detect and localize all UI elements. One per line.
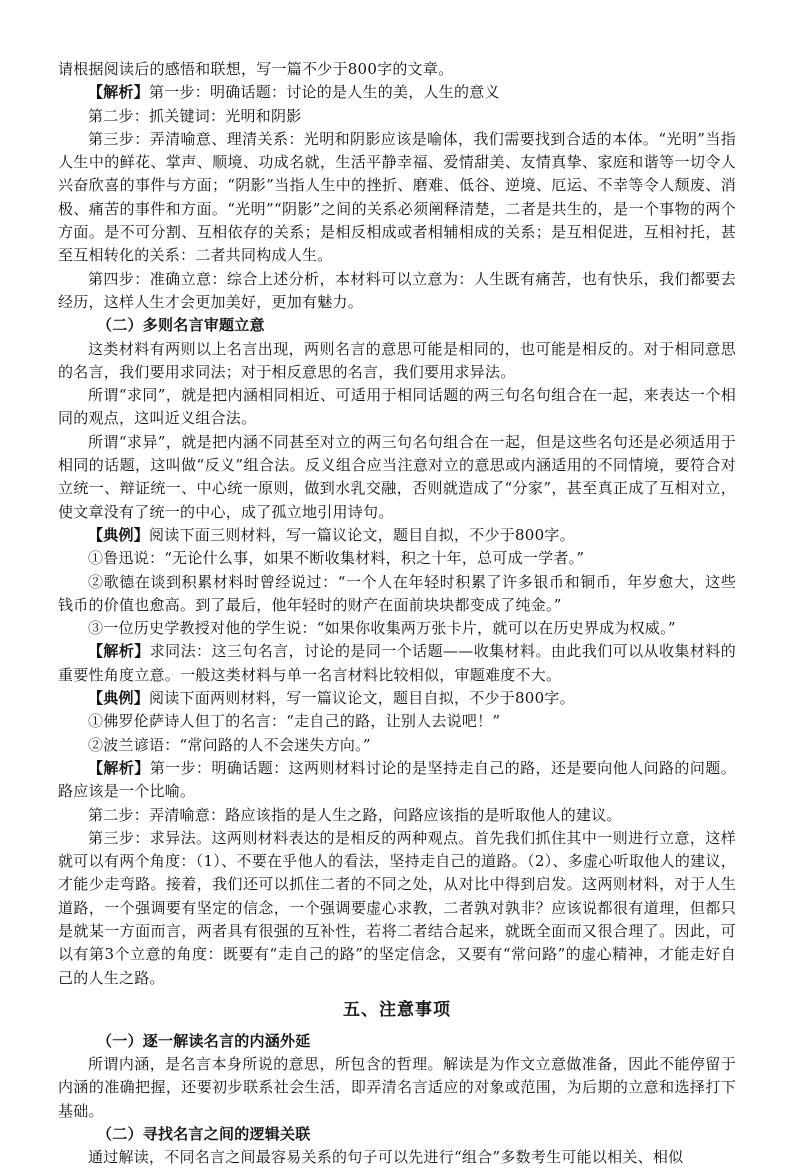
paragraph: 所谓内涵，是名言本身所说的意思，所包含的哲理。解读是为作文立意做准备，因此不能停留于内涵的准确把握，还要初步联系社会生活，即弄清名言适应的对象或范围，为后期的立意和选择打下基础。	[58, 1055, 736, 1120]
section-heading: （二）寻找名言之间的逻辑关联	[97, 1125, 311, 1144]
paragraph-text: 阅读下面三则材料，写一篇议论文，题目自拟，不少于800字。	[149, 525, 575, 544]
paragraph: 通过解读，不同名言之间最容易关系的句子可以先进行“组合”多数考生可能以相关、相似	[88, 1148, 684, 1167]
paragraph	[58, 687, 736, 710]
paragraph-text: 第一步：明确话题：这两则材料讨论的是坚持走自己的路，还是要向他人问路的问题。路应该是一个比喻。	[58, 758, 736, 801]
paragraph-text: 阅读下面两则材料，写一篇议论文，题目自拟，不少于800字。	[149, 689, 575, 708]
paragraph: 第二步：抓关键词：光明和阴影	[88, 106, 302, 125]
paragraph	[58, 757, 736, 804]
section-heading: （一）逐一解读名言的内涵外延	[97, 1031, 311, 1050]
paragraph: 所谓“求同”，就是把内涵相同相近、可适用于相同话题的两三句名句组合在一起，来表达一个相同的观点，这叫近义组合法。	[58, 386, 736, 428]
paragraph: ②波兰谚语：“常问路的人不会迷失方向。”	[88, 735, 371, 754]
paragraph: ②歌德在谈到积累材料时曾经说过：“一个人在年轻时积累了许多银币和铜币，年岁愈大，这些钱币的价值也愈高。到了最后，他年轻时的财产在面前块块都变成了纯金。”	[58, 572, 736, 614]
analysis-tag: 【解析】	[88, 758, 150, 777]
paragraph: ①鲁迅说：“无论什么事，如果不断收集材料，积之十年，总可成一学者。”	[88, 549, 585, 568]
chapter-heading: 五、注意事项	[343, 999, 451, 1020]
analysis-tag: 【解析】	[88, 83, 150, 102]
paragraph: 这类材料有两则以上名言出现，两则名言的意思可能是相同的，也可能是相反的。对于相同意思的名言，我们要用求同法；对于相反意思的名言，我们要用求异法。	[58, 339, 736, 381]
example-tag: 【典例】	[88, 689, 150, 708]
paragraph-text: 第一步：明确话题：讨论的是人生的美，人生的意义	[149, 83, 500, 102]
paragraph: 第三步：弄清喻意、理清关系：光明和阴影应该是喻体，我们需要找到合适的本体。“光明”当指人生中的鲜花、掌声、顺境、功成名就，生活平静幸福、爱情甜美、友情真挚、家庭和谐等一切令人兴奋欣喜的事件与方面；“阴影”当指人生中的挫折、磨难、低谷、逆境、厄运、不幸等令人颓废、消极、痛苦的事件和方面。“光明”“阴影”之间的关系必须阐释清楚，二者是共生的，是一个事物的两个方面。是不可分割、互相依存的关系；是相反相成或者相辅相成的关系；是互相促进，互相衬托，甚至互相转化的关系：二者共同构成人生。	[58, 129, 736, 265]
analysis-tag: 【解析】	[88, 642, 150, 661]
paragraph: ③一位历史学教授对他的学生说：“如果你收集两万张卡片，就可以在历史界成为权威。”	[88, 619, 676, 638]
paragraph	[58, 524, 736, 547]
paragraph: 第二步：弄清喻意：路应该指的是人生之路，问路应该指的是听取他人的建议。	[88, 805, 622, 824]
paragraph	[58, 640, 736, 687]
paragraph: 第四步：准确立意：综合上述分析，本材料可以立意为：人生既有痛苦，也有快乐，我们都要去经历，这样人生才会更加美好，更加有魅力。	[58, 269, 736, 311]
paragraph: 第三步：求异法。这两则材料表达的是相反的两种观点。首先我们抓住其中一则进行立意，这样就可以有两个角度：（1）、不要在乎他人的看法，坚持走自己的道路。（2）、多虚心听取他人的建议，才能少走弯路。接着，我们还可以抓住二者的不同之处，从对比中得到启发。这两则材料，对于人生道路，一个强调要有坚定的信念，一个强调要虚心求教，二者孰对孰非？应该说都很有道理，但都只是就某一方面而言，两者具有很强的互补性，若将二者结合起来，就既全面而又很合理了。因此，可以有第3个立意的角度：既要有“走自己的路”的坚定信念，又要有“常问路”的虚心精神，才能走好自己的人生之路。	[58, 828, 736, 987]
paragraph-text: 求同法：这三句名言，讨论的是同一个话题——收集材料。由此我们可以从收集材料的重要性角度立意。一般这类材料与单一名言材料比较相似，审题难度不大。	[58, 642, 736, 684]
section-heading: （二）多则名言审题立意	[97, 316, 265, 335]
paragraph: ①佛罗伦萨诗人但丁的名言：“走自己的路，让别人去说吧！”	[88, 712, 501, 731]
paragraph: 所谓“求异”，就是把内涵不同甚至对立的两三句名句组合在一起，但是这些名句还是必须适用于相同的话题，这叫做“反义”组合法。反义组合应当注意对立的意思或内涵适用的不同情境，要符合对立统一、辩证统一、中心统一原则，做到水乳交融，否则就造成了“分家”，甚至真正成了互相对立，使文章没有了统一的中心，成了孤立地引用诗句。	[58, 432, 736, 521]
paragraph	[58, 81, 736, 104]
paragraph: 请根据阅读后的感悟和联想，写一篇不少于800字的文章。	[58, 60, 454, 78]
example-tag: 【典例】	[88, 525, 150, 544]
